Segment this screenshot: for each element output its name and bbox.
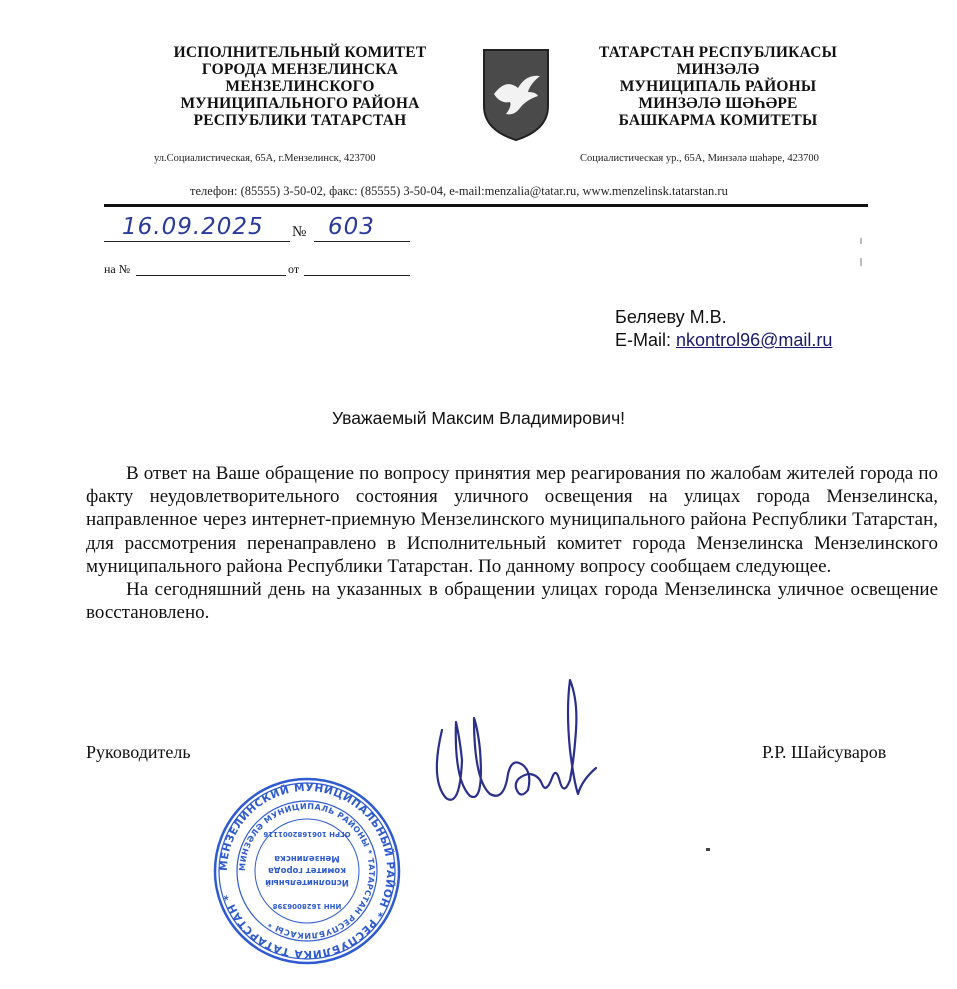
org-line: МЕНЗЕЛИНСКОГО <box>225 78 375 95</box>
number-underline <box>314 241 410 242</box>
org-line: ТАТАРСТАН РЕСПУБЛИКАСЫ <box>598 44 838 61</box>
salutation: Уважаемый Максим Владимирович! <box>331 408 626 428</box>
official-seal <box>212 776 402 966</box>
seal-inner-text: МИНЗӘЛӘ МУНИЦИПАЛЬ РАЙОНЫ * ТАТАРСТАН РЕСПУБЛИКАСЫ * <box>237 801 377 941</box>
seal-inn: ИНН 1628006398 <box>272 902 342 910</box>
recipient-name: Беляеву М.В. <box>615 307 727 327</box>
seal-center-line: Мензелинска <box>274 853 340 863</box>
outgoing-date: 16.09.2025 <box>122 214 264 240</box>
address-tt: Социалистическая ур., 65А, Минзәлә шәһәре, 423700 <box>580 153 819 164</box>
reference-label: на № <box>104 262 131 276</box>
signer-name: Р.Р. Шайсуваров <box>762 742 887 762</box>
org-line: РЕСПУБЛИКИ ТАТАРСТАН <box>193 112 407 129</box>
seal-center-line: комитет города <box>268 865 346 875</box>
number-label: № <box>292 224 307 240</box>
scan-speck <box>706 848 710 851</box>
signer-title: Руководитель <box>86 742 191 762</box>
recipient-email-link[interactable]: nkontrol96@mail.ru <box>676 330 833 350</box>
header-divider <box>104 204 868 207</box>
recipient-block <box>615 306 832 352</box>
org-line: БАШКАРМА КОМИТЕТЫ <box>618 112 818 129</box>
outgoing-number: 603 <box>328 214 375 240</box>
body-paragraph: В ответ на Ваше обращение по вопросу принятия мер реагирования по жалобам жителей города по факту неудовлетворительного состояния уличного освещения на улицах города Мензелинска, направленное через интернет-приемную Мензелинского муниципального района Республики Татарстан, для рассмотрения перенаправлено в Исполнительный комитет города Мензелинска Мензелинского муниципального района Республики Татарстан. По данному вопросу сообщаем следующее. <box>86 463 938 577</box>
reference-underline <box>136 275 286 276</box>
org-line: ИСПОЛНИТЕЛЬНЫЙ КОМИТЕТ <box>173 44 427 61</box>
date-underline <box>104 241 290 242</box>
org-line: МИНЗӘЛӘ ШӘҺӘРЕ <box>638 95 798 112</box>
letter-body <box>86 462 938 624</box>
org-name-tt <box>568 44 868 129</box>
body-paragraph: На сегодняшний день на указанных в обращении улицах города Мензелинска уличное освещение восстановлено. <box>86 579 938 624</box>
org-name-ru <box>130 44 470 129</box>
reference-from-underline <box>304 275 410 276</box>
address-ru: ул.Социалистическая, 65А, г.Мензелинск, 423700 <box>154 153 376 164</box>
scan-speck <box>860 258 862 266</box>
reference-from-label: от <box>288 262 300 276</box>
handwritten-signature <box>420 670 610 820</box>
scan-speck <box>860 238 862 244</box>
contacts-line: телефон: (85555) 3-50-02, факс: (85555) 3-50-04, e-mail:menzalia@tatar.ru, www.menzelinsk.tatarstan.ru <box>190 184 728 198</box>
seal-outer-text: МЕНЗЕЛИНСКИЙ МУНИЦИПАЛЬНЫЙ РАЙОН * РЕСПУБЛИКА ТАТАРСТАН * <box>217 781 397 961</box>
seal-ogrn: ОГРН 1061682001116 <box>263 830 351 838</box>
org-line: МУНИЦИПАЛЬНОГО РАЙОНА <box>180 95 420 112</box>
org-line: МИНЗӘЛӘ <box>676 61 760 78</box>
seal-center-line: Исполнительный <box>265 877 349 887</box>
org-line: МУНИЦИПАЛЬ РАЙОНЫ <box>619 78 817 95</box>
email-label: E-Mail: <box>615 330 672 350</box>
recipient-email-line <box>615 329 832 352</box>
coat-of-arms-emblem <box>480 48 552 142</box>
org-line: ГОРОДА МЕНЗЕЛИНСКА <box>201 61 399 78</box>
